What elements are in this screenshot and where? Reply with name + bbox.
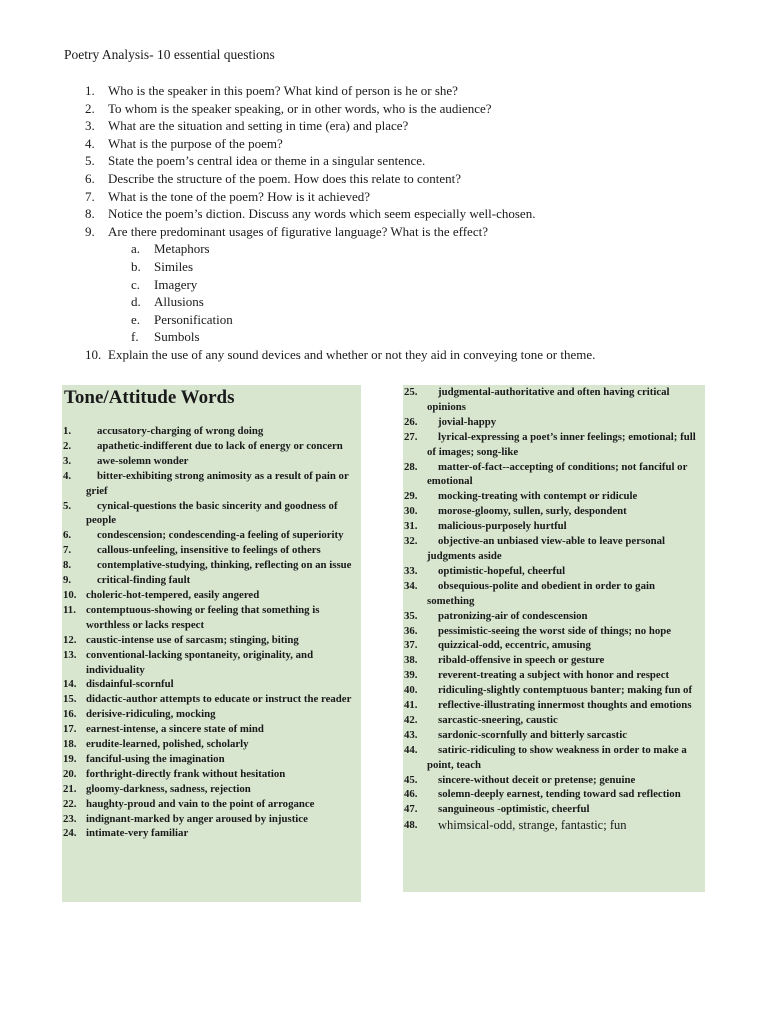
tone-word-number: 13. [63,648,77,661]
tone-word-number: 12. [63,633,77,646]
figurative-text: Similes [154,258,194,274]
tone-word-text: morose-gloomy, sullen, surly, despondent [438,505,627,518]
question-text: What is the purpose of the poem? [108,135,283,151]
tone-word-item [404,787,704,802]
tone-word-number: 11. [63,603,76,616]
tone-word-text: satiric-ridiculing to show weakness in order to make a point, teach [427,743,687,771]
tone-word-number: 22. [63,797,77,810]
tone-word-text: earnest-intense, a sincere state of mind [86,723,264,736]
question-text: Explain the use of any sound devices and whether or not they aid in conveying tone or theme. [108,346,596,362]
tone-word-item [404,489,704,504]
tone-word-text: derisive-ridiculing, mocking [86,708,216,721]
figurative-sublist [85,240,725,346]
tone-word-item [63,752,359,767]
figurative-letter: f. [131,329,139,345]
tone-word-number: 2. [63,439,72,452]
tone-word-item [63,499,359,529]
tone-word-item [404,773,704,788]
figurative-letter: d. [131,294,141,310]
tone-word-text: accusatory-charging of wrong doing [97,425,264,437]
figurative-item [131,311,725,329]
question-item [85,117,725,135]
tone-word-item [404,564,704,579]
tone-word-item [63,767,359,782]
tone-word-item [63,812,359,827]
figurative-text: Metaphors [154,241,210,257]
question-number: 7. [85,188,95,204]
figurative-item [131,276,725,294]
tone-word-item [404,728,704,743]
tone-word-text: jovial-happy [438,415,497,428]
question-item [85,170,725,188]
tone-word-text: optimistic-hopeful, cheerful [438,564,566,577]
tone-word-text: solemn-deeply earnest, tending toward sad reflection [438,788,681,801]
tone-word-text: ribald-offensive in speech or gesture [438,654,605,667]
figurative-text: Imagery [154,276,198,292]
tone-word-number: 30. [404,505,418,518]
tone-word-item [63,782,359,797]
tone-words-panel-left [62,385,361,902]
tone-word-item [63,648,359,678]
tone-word-item [404,534,704,564]
tone-word-item [404,713,704,728]
tone-word-number: 33. [404,564,418,577]
tone-word-item [63,826,359,841]
tone-word-text: sarcastic-sneering, caustic [438,713,558,726]
tone-word-number: 32. [404,535,418,548]
tone-word-number: 31. [404,520,418,533]
tone-word-item [404,624,704,639]
tone-word-item [404,683,704,698]
tone-word-text: critical-finding fault [97,574,191,587]
tone-word-number: 48. [404,819,418,832]
question-number: 6. [85,170,95,186]
tone-word-number: 8. [63,559,72,572]
tone-word-item [404,817,704,833]
tone-word-number: 24. [63,827,77,840]
tone-word-text: quizzical-odd, eccentric, amusing [438,639,591,652]
tone-word-item [404,653,704,668]
tone-word-number: 28. [404,460,418,473]
tone-word-text: patronizing-air of condescension [438,609,588,622]
tone-word-text: apathetic-indifferent due to lack of energy or concern [97,439,343,452]
tone-word-number: 41. [404,699,418,712]
tone-word-number: 21. [63,782,77,795]
tone-word-number: 18. [63,738,77,751]
tone-word-number: 35. [404,609,418,622]
tone-word-text: disdainful-scornful [86,678,174,691]
tone-word-number: 37. [404,639,418,652]
tone-word-item [404,609,704,624]
figurative-item [131,240,725,258]
tone-word-item [63,543,359,558]
tone-word-number: 46. [404,788,418,801]
figurative-letter: c. [131,276,141,292]
tone-words-heading: Tone/Attitude Words [64,387,235,408]
figurative-letter: e. [131,311,141,327]
question-item [85,135,725,153]
question-number: 9. [85,223,95,239]
tone-words-list-right [404,385,704,833]
question-item [85,346,725,364]
tone-word-text: conventional-lacking spontaneity, originality, and individuality [86,648,314,676]
tone-word-number: 44. [404,743,418,756]
tone-word-number: 5. [63,499,72,512]
tone-word-text: malicious-purposely hurtful [438,520,567,533]
tone-word-number: 7. [63,544,72,557]
tone-word-item [404,698,704,713]
question-text: State the poem’s central idea or theme in a singular sentence. [108,153,426,169]
tone-word-text: contemplative-studying, thinking, reflecting on an issue [97,559,352,572]
tone-word-text: obsequious-polite and obedient in order to gain something [427,579,655,607]
tone-word-item [63,797,359,812]
tone-word-number: 16. [63,708,77,721]
figurative-letter: b. [131,258,141,274]
question-text: Describe the structure of the poem. How does this relate to content? [108,170,462,186]
tone-word-number: 38. [404,654,418,667]
tone-word-text: sincere-without deceit or pretense; genuine [438,773,636,786]
page-title: Poetry Analysis- 10 essential questions [64,47,275,62]
tone-word-text: pessimistic-seeing the worst side of things; no hope [438,624,672,637]
question-number: 2. [85,100,95,116]
question-item [85,152,725,170]
figurative-item [131,328,725,346]
tone-word-number: 15. [63,693,77,706]
tone-word-item [404,415,704,430]
figurative-letter: a. [131,241,141,257]
tone-word-item [63,528,359,543]
question-text: To whom is the speaker speaking, or in other words, who is the audience? [108,100,492,116]
tone-word-text: callous-unfeeling, insensitive to feelings of others [97,544,321,557]
tone-word-number: 47. [404,803,418,816]
tone-word-number: 6. [63,529,72,542]
tone-word-item [404,638,704,653]
tone-word-text: haughty-proud and vain to the point of arrogance [86,797,315,810]
tone-words-list-left [63,424,359,841]
figurative-item [131,258,725,276]
tone-word-number: 36. [404,624,418,637]
figurative-text: Personification [154,311,233,327]
tone-word-item [63,722,359,737]
tone-word-text: objective-an unbiased view-able to leave personal judgments aside [427,535,666,562]
tone-word-item [63,603,359,633]
tone-word-item [404,519,704,534]
tone-word-number: 17. [63,723,77,736]
tone-word-text: cynical-questions the basic sincerity and goodness of people [86,499,338,527]
figurative-item [131,293,725,311]
questions-list [85,82,725,364]
tone-word-item [63,677,359,692]
tone-word-text: awe-solemn wonder [97,454,189,467]
tone-word-number: 1. [63,425,72,437]
tone-word-text: gloomy-darkness, sadness, rejection [86,782,251,795]
tone-word-number: 27. [404,430,418,443]
tone-word-text: condescension; condescending-a feeling of superiority [97,529,344,542]
tone-word-text: reverent-treating a subject with honor and respect [438,669,670,682]
tone-word-item [63,454,359,469]
tone-word-number: 34. [404,579,418,592]
tone-word-text: mocking-treating with contempt or ridicule [438,490,638,503]
tone-word-item [63,633,359,648]
tone-word-text: intimate-very familiar [86,827,189,840]
tone-word-item [404,802,704,817]
tone-word-item [63,692,359,707]
question-number: 4. [85,135,95,151]
question-item [85,205,725,223]
tone-word-number: 3. [63,454,72,467]
tone-word-number: 42. [404,713,418,726]
tone-word-number: 43. [404,728,418,741]
tone-word-item [404,504,704,519]
tone-word-text: fanciful-using the imagination [86,752,225,765]
question-number: 3. [85,118,95,134]
tone-word-item [63,439,359,454]
tone-word-text: contemptuous-showing or feeling that something is worthless or lacks respect [86,603,320,631]
tone-word-text: sanguineous -optimistic, cheerful [438,803,590,816]
question-text: Notice the poem’s diction. Discuss any words which seem especially well-chosen. [108,206,536,222]
tone-words-panel-right [403,385,705,892]
tone-word-item [404,385,704,415]
tone-word-text: erudite-learned, polished, scholarly [86,738,249,751]
tone-word-text: matter-of-fact--accepting of conditions; not fanciful or emotional [427,460,688,488]
question-text: Who is the speaker in this poem? What kind of person is he or she? [108,83,458,98]
question-number: 1. [85,83,95,98]
question-item [85,82,725,100]
tone-word-item [63,707,359,722]
tone-word-text: didactic-author attempts to educate or instruct the reader [86,693,352,706]
tone-word-text: whimsical-odd, strange, fantastic; fun [438,818,627,833]
question-number: 8. [85,206,95,222]
tone-word-item [63,558,359,573]
question-number: 5. [85,153,95,169]
tone-word-number: 19. [63,752,77,765]
tone-word-number: 9. [63,574,72,587]
question-text: Are there predominant usages of figurative language? What is the effect? [108,223,488,239]
tone-word-number: 25. [404,386,418,398]
tone-word-text: judgmental-authoritative and often having critical opinions [427,386,670,413]
tone-word-item [404,430,704,460]
tone-word-item [63,469,359,499]
tone-word-number: 39. [404,669,418,682]
tone-word-text: indignant-marked by anger aroused by injustice [86,812,308,825]
figurative-text: Sumbols [154,329,200,345]
tone-word-item [404,743,704,773]
tone-word-number: 45. [404,773,418,786]
tone-word-item [63,424,359,439]
tone-word-text: choleric-hot-tempered, easily angered [86,588,260,601]
tone-word-number: 14. [63,678,77,691]
tone-word-text: forthright-directly frank without hesitation [86,767,286,780]
question-number: 10. [85,346,102,362]
tone-word-text: bitter-exhibiting strong animosity as a result of pain or grief [86,469,349,497]
question-item [85,100,725,118]
tone-word-item [404,460,704,490]
tone-word-item [404,668,704,683]
tone-word-number: 40. [404,684,418,697]
tone-word-text: ridiculing-slightly contemptuous banter; making fun of [438,684,693,697]
tone-word-number: 10. [63,588,77,601]
figurative-text: Allusions [154,294,204,310]
tone-word-text: sardonic-scornfully and bitterly sarcastic [438,728,628,741]
question-text: What is the tone of the poem? How is it achieved? [108,188,371,204]
tone-word-number: 29. [404,490,418,503]
tone-word-text: reflective-illustrating innermost thoughts and emotions [438,699,692,712]
tone-word-text: lyrical-expressing a poet’s inner feelings; emotional; full of images; song-like [427,430,696,458]
tone-word-item [63,737,359,752]
tone-word-number: 23. [63,812,77,825]
question-item [85,223,725,241]
tone-word-text: caustic-intense use of sarcasm; stinging, biting [86,633,299,646]
tone-word-item [63,588,359,603]
tone-word-number: 4. [63,469,72,482]
tone-word-item [404,579,704,609]
question-item [85,188,725,206]
tone-word-number: 26. [404,415,418,428]
tone-word-number: 20. [63,767,77,780]
question-text: What are the situation and setting in time (era) and place? [108,118,409,134]
tone-word-item [63,573,359,588]
